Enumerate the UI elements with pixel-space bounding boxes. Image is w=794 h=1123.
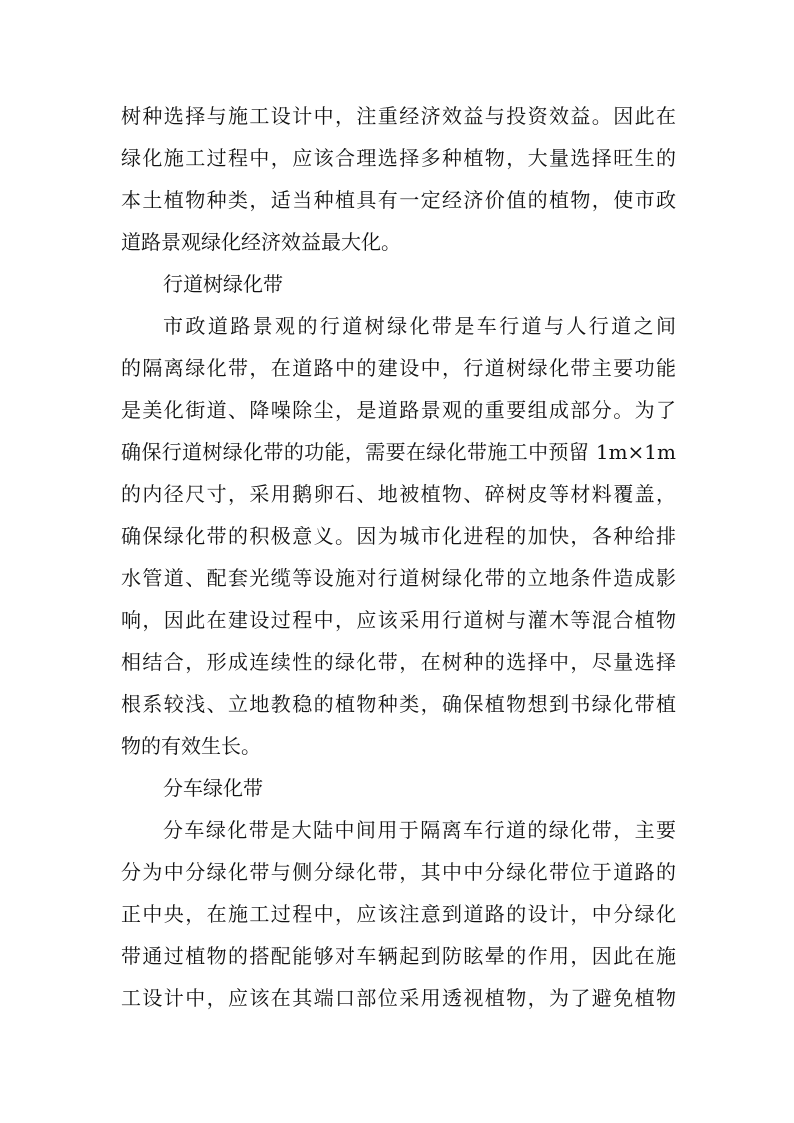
text-line: 根系较浅、立地教稳的植物种类，确保植物想到书绿化带植 <box>121 692 676 716</box>
text-line: 确保绿化带的积极意义。因为城市化进程的加快，各种给排 <box>121 524 676 548</box>
text-line: 本土植物种类，适当种植具有一定经济价值的植物，使市政 <box>121 188 676 212</box>
text-line: 带通过植物的搭配能够对车辆起到防眩晕的作用，因此在施 <box>121 944 676 968</box>
text-line: 的隔离绿化带，在道路中的建设中，行道树绿化带主要功能 <box>121 356 676 380</box>
text-line: 相结合，形成连续性的绿化带，在树种的选择中，尽量选择 <box>121 650 676 674</box>
section-heading: 分车绿化带 <box>163 776 263 800</box>
text-line: 水管道、配套光缆等设施对行道树绿化带的立地条件造成影 <box>121 566 676 590</box>
text-line: 绿化施工过程中，应该合理选择多种植物，大量选择旺生的 <box>121 146 676 170</box>
text-line: 分车绿化带是大陆中间用于隔离车行道的绿化带，主要 <box>163 818 676 842</box>
text-line: 正中央，在施工过程中，应该注意到道路的设计，中分绿化 <box>121 902 676 926</box>
text-line: 确保行道树绿化带的功能，需要在绿化带施工中预留 1m×1m <box>121 440 676 464</box>
section-heading: 行道树绿化带 <box>163 272 283 296</box>
text-line: 的内径尺寸，采用鹅卵石、地被植物、碎树皮等材料覆盖， <box>121 482 676 506</box>
text-line: 市政道路景观的行道树绿化带是车行道与人行道之间 <box>163 314 676 338</box>
text-line: 分为中分绿化带与侧分绿化带，其中中分绿化带位于道路的 <box>121 860 676 884</box>
text-line: 工设计中，应该在其端口部位采用透视植物，为了避免植物 <box>121 986 676 1010</box>
text-line: 是美化街道、降噪除尘，是道路景观的重要组成部分。为了 <box>121 398 676 422</box>
text-line: 物的有效生长。 <box>121 734 261 758</box>
text-line: 响，因此在建设过程中，应该采用行道树与灌木等混合植物 <box>121 608 676 632</box>
text-line: 树种选择与施工设计中，注重经济效益与投资效益。因此在 <box>121 104 676 128</box>
text-line: 道路景观绿化经济效益最大化。 <box>121 230 401 254</box>
